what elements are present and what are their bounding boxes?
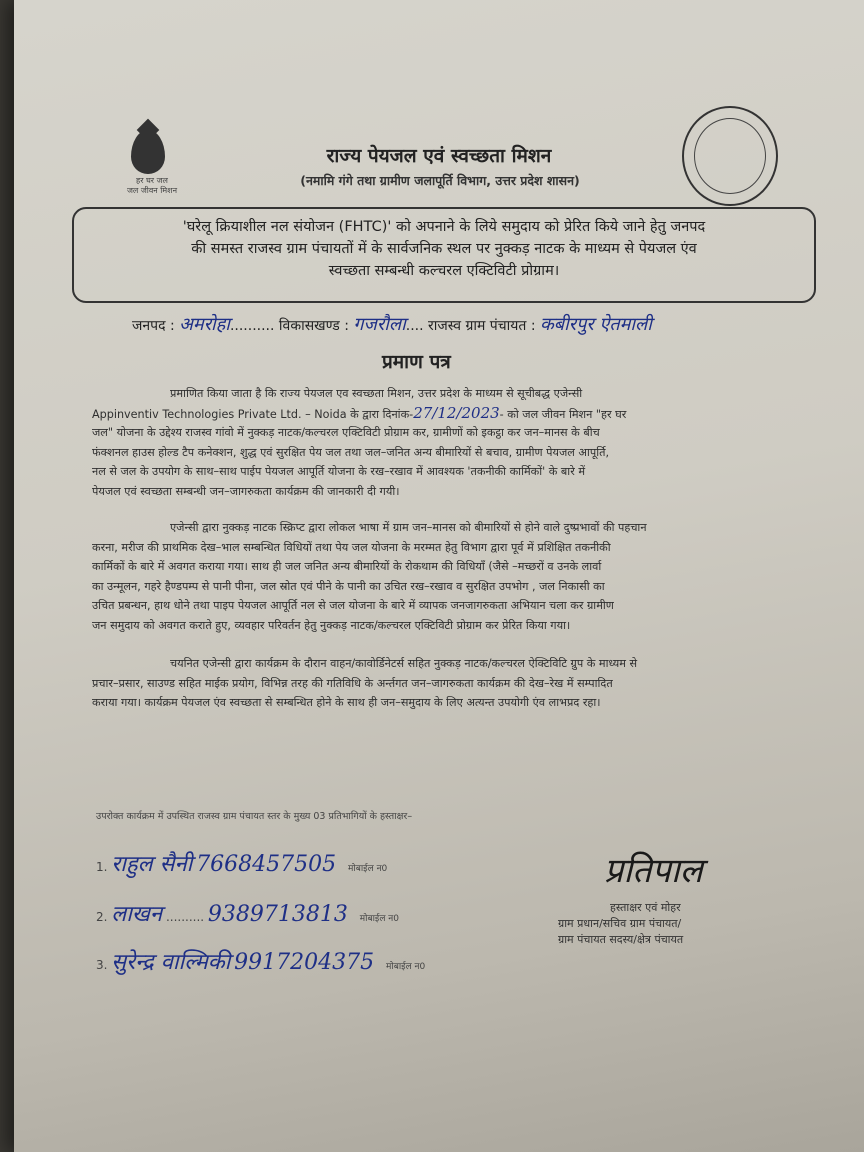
banner-line: 'घरेलू क्रियाशील नल संयोजन (FHTC)' को अपनाने के लिये समुदाय को प्रेरित किये जाने हेतु जनपद bbox=[182, 219, 706, 235]
mission-subtitle: (नमामि गंगे तथा ग्रामीण जलापूर्ति विभाग, उत्तर प्रदेश शासन) bbox=[300, 173, 580, 188]
up-government-seal-icon bbox=[682, 106, 778, 206]
participant-mobile: 7668457505 bbox=[196, 852, 337, 877]
block-label: विकासखण्ड : bbox=[278, 318, 349, 334]
paragraph-1: प्रमाणित किया जाता है कि राज्य पेयजल एव स्वच्छता मिशन, उत्तर प्रदेश के माध्यम से सूचीबद्ध एजेन्सी Appinventiv Technologies Private Ltd. – Noida के द्वारा दिनांक-27/12/2023- को जल जीवन मिशन "हर घर जल" योजना के उद्देश्य राजस्व गांवो में नुक्कड़ नाटक/कल्चरल एक्टिविटी प्रोग्राम कर, ग्रामीणों को इकट्ठा कर जन–मानस के बीच फंक्शनल हाउस होल्ड टैप कनेक्शन, शुद्ध एवं सुरक्षित पेय जल तथा जल–जनित अन्य बीमारियों से बचाव, ग्रामीण पेयजल आपूर्ति, नल से जल के उपयोग के साथ–साथ पाईप पेयजल आपूर्ति योजना के रख–रखाव में आवश्यक 'तकनीकी कार्मिकों' के बारे में पेयजल एवं स्वच्छता सम्बन्धी जन–जागरुकता कार्यक्रम की जानकारी दी गयी। bbox=[92, 387, 627, 498]
har-ghar-jal-logo bbox=[114, 126, 194, 206]
signature-block: हस्ताक्षर एवं मोहर ग्राम प्रधान/सचिव ग्राम पंचायत/ ग्राम पंचायत सदस्य/क्षेत्र पंचायत bbox=[558, 901, 684, 946]
program-date: 27/12/2023 bbox=[413, 403, 500, 422]
panchayat-value: कबीरपुर ऐतमाली bbox=[539, 314, 652, 335]
paragraph-3: चयनित एजेन्सी द्वारा कार्यक्रम के दौरान वाहन/कावोर्डिनेटर्स सहित नुक्कड़ नाटक/कल्चरल ऐक्टिविटि ग्रुप के माध्यम से प्रचार–प्रसार, साउण्ड सहित माईक प्रयोग, विभिन्न तरह की गतिविधि के अर्न्तगत जन–जागरुकता कार्यक्रम की देख–रेख में सम्पादित कराया गया। कार्यक्रम पेयजल एंव स्वच्छता से सम्बन्धित होने के साथ ही जन–समुदाय के लिए अत्यन्त उपयोगी एंव लाभप्रद रहा। bbox=[92, 657, 638, 709]
seal-inner-ring bbox=[694, 118, 766, 194]
district-value: अमरोहा bbox=[179, 314, 230, 335]
district-label: जनपद : bbox=[132, 318, 175, 334]
participant-name: राहुल सैनी bbox=[111, 852, 193, 877]
location-fields: जनपद : अमरोहा.......... विकासखण्ड : गजरौला.... राजस्व ग्राम पंचायत : कबीरपुर ऐतमाली bbox=[132, 314, 652, 335]
panchayat-label: राजस्व ग्राम पंचायत : bbox=[428, 318, 536, 334]
participant-row: 2. लाखन .......... 9389713813 मोबाईल न0 bbox=[96, 902, 400, 927]
participant-row: 1. राहुल सैनी 7668457505 मोबाईल न0 bbox=[96, 852, 388, 877]
paragraph-2: एजेन्सी द्वारा नुक्कड़ नाटक स्क्रिप्ट द्वारा लोकल भाषा में ग्राम जन–मानस को बीमारियों से होने वाले दुष्प्रभावों की पहचान करना, मरीज की प्राथमिक देख–भाल सम्बन्धित विधियों तथा पेय जल योजना के मरम्मत हेतु विभाग द्वारा पूर्व में प्रशिक्षित तकनीकी कार्मिकों के बारे में अवगत कराया गया। साथ ही जल जनित अन्य बीमारियों के रोकथाम की विधियाँ (जैसे –मच्छरों व उनके लार्वा का उन्मूलन, गहरे हैण्डपम्प से पानी पीना, जल स्रोत एवं पीने के पानी का उचित रख–रखाव व सुरक्षित उपभोग , जल निकासी का उचित प्रबन्धन, हाथ धोने तथा पाइप पेयजल आपूर्ति नल से जल योजना के बारे में व्यापक जनजागरुकता अभियान चला कर ग्रामीण जन समुदाय को अवगत कराते हुए, व्यवहार परिवर्तन हेतु नुक्कड़ नाटक/कल्चरल एक्टिविटी प्रोग्राम कर प्रेरित किया गया। bbox=[92, 521, 647, 632]
mission-title: राज्य पेयजल एवं स्वच्छता मिशन bbox=[326, 145, 552, 167]
participant-row: 3. सुरेन्द्र वाल्मिकी 9917204375 मोबाईल न0 bbox=[96, 950, 426, 975]
participant-name: लाखन bbox=[111, 902, 163, 927]
block-value: गजरौला bbox=[353, 314, 406, 335]
banner-line: की समस्त राजस्व ग्राम पंचायतों में के सार्वजनिक स्थल पर नुक्कड़ नाटक के माध्यम से पेयजल एंव bbox=[191, 241, 697, 257]
water-drop-icon bbox=[131, 130, 165, 174]
logo-text: हर घर जल जल जीवन मिशन bbox=[126, 176, 178, 195]
certificate-paper bbox=[14, 0, 864, 1152]
participant-mobile: 9917204375 bbox=[234, 950, 375, 975]
participants-intro: उपरोक्त कार्यक्रम में उपस्थित राजस्व ग्राम पंचायत स्तर के मुख्य 03 प्रतिभागियों के हस्ताक्षर– bbox=[96, 811, 413, 822]
participant-mobile: 9389713813 bbox=[207, 902, 348, 927]
participant-name: सुरेन्द्र वाल्मिकी bbox=[111, 950, 231, 975]
banner-line: स्वच्छता सम्बन्धी कल्चरल एक्टिविटी प्रोग्राम। bbox=[328, 263, 560, 279]
certificate-title: प्रमाण पत्र bbox=[382, 351, 451, 373]
program-banner bbox=[72, 207, 816, 303]
signature: प्रतिपाल bbox=[604, 851, 703, 891]
